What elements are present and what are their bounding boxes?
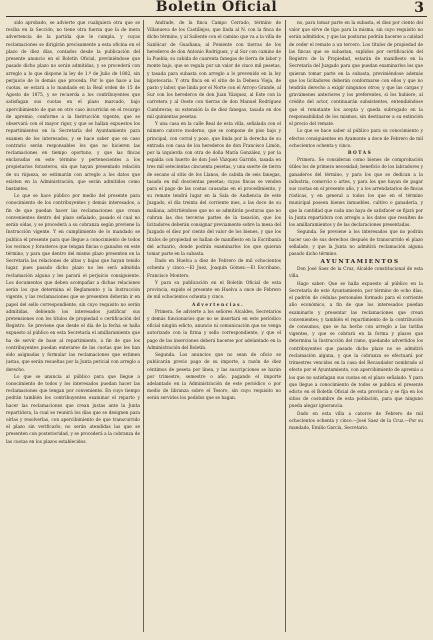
paragraph: Y para su publicación en el Boletín Oficial de esta provincia, expido el presente en Huelva a once de Febrero de mil ochocientos ochenta y cinco. xyxy=(147,280,281,301)
issue-number: 3 xyxy=(414,0,424,16)
section-heading: Advertencias. xyxy=(191,302,245,308)
column-divider xyxy=(143,20,144,632)
newspaper-title: Boletin Oficial xyxy=(155,0,278,15)
page-header xyxy=(6,0,427,17)
paragraph: Y una casa en la calle Real de esta villa, señalada con el número catorce moderno, que se compone de piso bajo y principal, con corral y pozo, que linda por la derecha de su entrada con casa de los herederos de don Francisco Limón, por la izquierda con otra de doña María González, y por la espalda con huerto de don José Vázquez Garrido, tasada en tres mil setecientas cincuenta pesetas, y una suerte de tierra de secano al sitio de los Llanos, de cabida de seis fanegas, tasada en mil doscientas pesetas; cuyas fincas se venden para el pago de las costas causadas en el procedimiento, y su remate tendrá lugar en la Sala de Audiencia de este Juzgado, el día treinta del corriente mes, a las doce de su mañana, advirtiéndose que no se admitirán posturas que no cubran las dos terceras partes de la tasación, que los licitadores deberán consignar previamente sobre la mesa del Juzgado el diez por ciento del valor de los bienes, y que los títulos de propiedad se hallan de manifiesto en la Escribanía del actuario, donde podrán examinarlos los que quieran tomar parte en la subasta. xyxy=(147,122,281,257)
paragraph: Hago saber: Que se halla expuesto al público en la Secretaría de este Ayuntamiento, por término de ocho días, el padrón de cédulas personales formado para el corriente año económico, a fin de que los interesados puedan examinarlo y presentar las reclamaciones que crean convenientes; y también el repartimiento de la contribución de consumos, que se ha hecho con arreglo a las tarifas vigentes, y que se cobrará en la forma y plazos que determina la Instrucción del ramo, quedando advertidos los contribuyentes que pasado dicho plazo no se admitirá reclamación alguna, y que la cobranza se efectuará por trimestres vencidos en la casa del Recaudador nombrado al efecto por el Ayuntamiento, con apercibimiento de apremio a los que no satisfagan sus cuotas en el plazo señalado. Y para que llegue a conocimiento de todos se publica el presente edicto en el Boletín Oficial de esta provincia y se fija en los sitios de costumbre de esta población, para que ninguno pueda alegar ignorancia. xyxy=(289,281,423,410)
text-column-2 xyxy=(147,20,281,632)
paragraph: Dado en Huelva a diez de Febrero de mil ochocientos ochenta y cinco.—El Juez, Joaquín Gómez.—El Escribano, Francisco Montero. xyxy=(147,259,281,279)
paragraph: Dado en esta villa a catorce de Febrero de mil ochocientos ochenta y cinco.—José Saez de la Cruz.—Por su mandado, Emilio García, Secretario. xyxy=(289,411,423,432)
paragraph: Lo que se hace saber al público para su conocimiento y efectos consiguientes en Ayamonte a doce de Febrero de mil ochocientos ochenta y cinco. xyxy=(289,129,423,149)
paragraph: Segunda. Los anuncios que no sean de oficio se publicarán previo pago de su importe, a razón de diez céntimos de peseta por línea, y las suscripciones se harán por trimestre, semestre o año, pagando el importe adelantado en la Administración de este periódico o por medio de libranza sobre el Tesoro, sin cuyo requisito no serán servidos los pedidos que se hagan. xyxy=(147,353,281,402)
section-heading: BOTAS xyxy=(347,150,373,156)
paragraph: sido aprobado, se advierte que cualquiera otra que se reciba en la Sección, no tiene otra fuerza que la de mera advertencia de la partida que le cumpla, y cuyas reclamaciones se dirigirán precisamente a esta oficina en el plazo de diez días, contados desde la publicación del presente anuncio en el Boletín Oficial, previniéndose que pasado dicho plazo no serán admitidas, y se procederá con arreglo a lo que dispone la ley de 1.º de Julio de 1882, sin perjuicio de lo demás que proceda. Por lo que hace a las cuotas, se estará a lo mandado en la Real orden de 15 de Agosto de 1875, y se recuerda a los contribuyentes que satisfagan sus cuotas en el plazo marcado, bajo apercibimiento de que en otro caso incurrirán en el recargo de apremio, conforme a la Instrucción vigente, que se observará con el mayor rigor, y que se hallan expuestos los repartimientos en la Secretaría del Ayuntamiento para examen de los interesados, y se hace saber que en caso contrario serán responsables los que no hicieren las reclamaciones en tiempo oportuno, y que las fincas enclavadas en este término y pertenecientes a los propietarios forasteros, sin que hayan presentado relación de su riqueza, se estimarán con arreglo a los datos que existen en la Administración, que serán admitidos como bastantes. xyxy=(6,21,140,193)
paragraph: Lo que se hace público por medio del presente para conocimiento de los contribuyentes y demás interesados, a fin de que puedan hacer las reclamaciones que crean convenientes dentro del plazo señalado, pasado el cual no serán oídas, y se procederá a su cobranza según previene la Instrucción vigente. Y en cumplimiento de lo mandado se publica el presente para que llegue a conocimiento de todos los vecinos y forasteros que tengan fincas o ganados en este término, y para que dentro del mismo plazo presenten en la Secretaría las relaciones de altas y bajas que hayan tenido lugar, pues pasado dicho plazo no les será admitida reclamación alguna y les parará el perjuicio consiguiente. Los documentos que deben acompañar a dichas relaciones serán los que determina el Reglamento y la Instrucción vigente, y las reclamaciones que se presenten deberán ir en papel del sello correspondiente, sin cuyo requisito no serán admitidas, debiendo los interesados justificar sus pretensiones con los títulos de propiedad o certificación del Registro. Se previene que desde el día de la fecha se halla expuesto al público en esta Secretaría el amillaramiento que ha de servir de base al repartimiento, a fin de que los contribuyentes puedan enterarse de las cuotas que les han sido asignadas y formular las reclamaciones que estimen justas, que serán resueltas por la Junta pericial con arreglo a derecho. xyxy=(6,194,140,373)
paragraph: Lo que se anuncia al público para que llegue a conocimiento de todos y los interesados puedan hacer las reclamaciones que tengan por conveniente. En cuyo tiempo podrán también los contribuyentes examinar el reparto y hacer las reclamaciones que crean justas ante la Junta repartidora, la cual se reunirá los días que se designen para oírlas y resolverlas, con apercibimiento de que transcurrido el plazo sin verificarlo, no serán atendidas las que se presenten con posterioridad, y se procederá a la cobranza de las cuotas en los plazos establecidos. xyxy=(6,374,140,445)
paragraph: Andrade, de la finca Campo Cerrado, término de Villanueva de los Castillejos, que linda al N. con la finca de dicho término, y al Saliente con el camino que va a la villa de Sanlúcar de Guadiana; al Poniente con tierras de los herederos de don Antonio Rodríguez, y al Sur con camino de la Puebla; su cabida de cuarenta fanegas de tierra de labor y monte bajo, que se regula por un valor de cinco mil pesetas, y tasada para subasta con arreglo a lo prevenido en la ley hipotecaria. Y otra finca en el sitio de la Dehesa Vieja, de pasto y labor, que linda por el Norte con el Arroyo Grande, al Sur con los herederos de don Juan Vázquez, al Este con la carretera y al Oeste con tierras de don Manuel Rodríguez Cumbreras; su extensión la de diez fanegas, tasada en dos mil quinientas pesetas. xyxy=(147,21,281,120)
paragraph: Primera. Se consideran como bienes de comprobación útiles los de primera necesidad; beneficio de los labradores y ganaderos del término, y para los que se dedican a la industria, comercio o artes, y para los que hayan de pagar sus cuotas en el presente año, y a los arrendatarios de fincas rústicas, y en general a todos los que en el término municipal poseen bienes inmuebles, cultivo o ganadería, y que la cantidad que cada uno haya de satisfacer se fijará por la Junta repartidora con arreglo a los datos que resulten de los amillaramientos y de las declaraciones presentadas. xyxy=(289,158,423,229)
paragraph: Don José Saez de la Cruz, Alcalde constitucional de esta villa. xyxy=(289,267,423,280)
text-column-1 xyxy=(6,20,140,632)
paragraph: no, para tomar parte en la subasta, el diez por ciento del valor que sirve de tipo para la misma, sin cuyo requisito no serán admitidos, y que las posturas podrán hacerse a calidad de ceder el remate a un tercero. Los títulos de propiedad de las fincas que se subastan, suplidos por certificación del Registro de la Propiedad, estarán de manifiesto en la Secretaría del Juzgado para que puedan examinarlos los que quieran tomar parte en la subasta, previniéndose además que los licitadores deberán conformarse con ellos y que no tendrán derecho a exigir ningunos otros; y que las cargas y gravámenes anteriores y los preferentes, si los hubiere, al crédito del actor, continuarán subsistentes, entendiéndose que el rematante los acepta y queda subrogado en la responsabilidad de los mismos, sin destinarse a su extinción el precio del remate. xyxy=(289,21,423,128)
column-divider xyxy=(285,20,286,632)
paragraph: Primera. Se advierte a los señores Alcaldes, Secretarios y demás funcionarios que no se insertará en este periódico oficial ningún edicto, anuncio ni comunicación que no venga autorizado con la firma y sello correspondiente, y que el pago de las inserciones deberá hacerse por adelantado en la Administración del Boletín. xyxy=(147,309,281,351)
paragraph: Segunda. Se previene a los interesados que no podrán hacer uso de sus derechos después de transcurrido el plazo señalado, y que la Junta no admitirá reclamación alguna pasado dicho término. xyxy=(289,230,423,257)
text-column-3 xyxy=(289,20,423,632)
section-heading: AYUNTAMIENTOS xyxy=(320,259,400,266)
